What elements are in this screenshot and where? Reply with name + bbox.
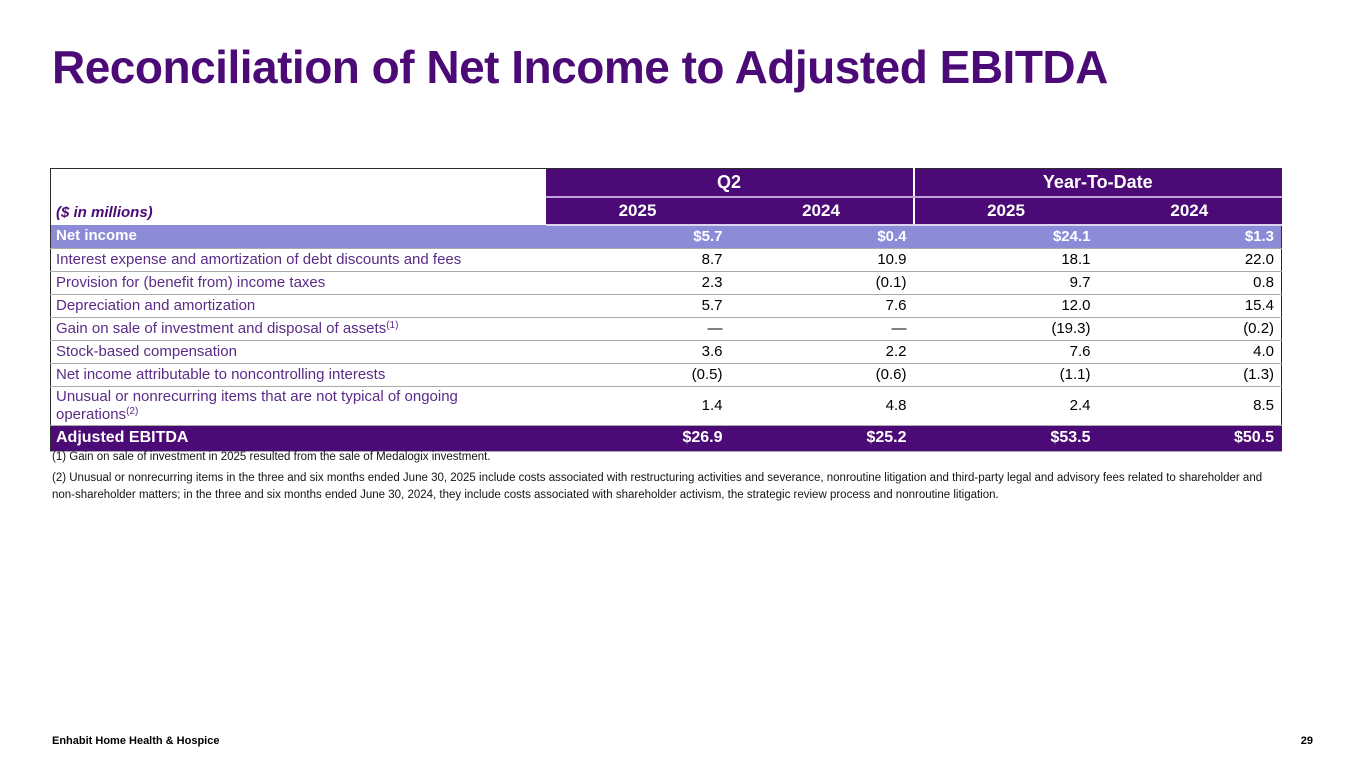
- cell-value: 5.7: [701, 297, 723, 314]
- cell-value: $1.3: [1244, 228, 1275, 246]
- cell-value: (0.2): [1243, 320, 1275, 337]
- slide-footer: [52, 735, 1313, 747]
- cell-value: —: [707, 320, 723, 337]
- row-label: Depreciation and amortization: [56, 296, 256, 314]
- cell-value: 18.1: [1061, 251, 1091, 268]
- cell-value: 1.4: [701, 397, 723, 414]
- cell-value: 2.2: [885, 343, 907, 360]
- table-row: [51, 425, 1282, 451]
- column-header-q2-2024: 2024: [730, 197, 914, 225]
- cell-value: 3.6: [701, 343, 723, 360]
- cell-value: (0.1): [875, 274, 907, 291]
- table-row: [51, 271, 1282, 294]
- cell-value: 0.8: [1253, 274, 1275, 291]
- cell-value: 12.0: [1061, 297, 1091, 314]
- row-label: Gain on sale of investment and disposal of assets$^{(1)}$: [56, 319, 399, 337]
- cell-value: 4.0: [1253, 343, 1275, 360]
- table-row: [51, 317, 1282, 340]
- row-label: Interest expense and amortization of debt discounts and fees: [56, 250, 462, 268]
- column-group-row: [51, 169, 1282, 198]
- cell-value: 8.5: [1253, 397, 1275, 414]
- column-group-year-to-date: Year-To-Date: [914, 169, 1282, 198]
- units-label-cell: [51, 169, 546, 226]
- footnote-1: (1) Gain on sale of investment in 2025 resulted from the sale of Medalogix investment.: [52, 451, 491, 463]
- cell-value: 15.4: [1244, 297, 1275, 314]
- cell-value: 4.8: [885, 397, 907, 414]
- column-group-q2: Q2: [546, 169, 914, 198]
- page-title: Reconciliation of Net Income to Adjusted EBITDA: [52, 41, 1108, 93]
- row-label: Provision for (benefit from) income taxes: [56, 273, 326, 291]
- table-row: [51, 294, 1282, 317]
- row-label: Net income: [56, 227, 137, 245]
- cell-value: (1.3): [1243, 366, 1275, 383]
- cell-value: 2.3: [701, 274, 723, 291]
- column-header-ytd-2024: 2024: [1098, 197, 1282, 225]
- row-label: Net income attributable to noncontrolling interests: [56, 365, 386, 383]
- cell-value: 9.7: [1069, 274, 1091, 291]
- footnote-reference: (2): [126, 405, 139, 417]
- cell-value: (0.5): [691, 366, 723, 383]
- cell-value: $0.4: [877, 228, 907, 246]
- row-label: Stock-based compensation: [56, 342, 237, 360]
- footnotes: [52, 449, 1264, 508]
- cell-value: (1.1): [1059, 366, 1091, 383]
- footer-company: Enhabit Home Health & Hospice: [52, 735, 220, 747]
- row-label: Unusual or nonrecurring items that are not typical of ongoing operations$^{(2)}$: [56, 387, 458, 423]
- cell-value: $5.7: [693, 228, 723, 246]
- table-row: [51, 363, 1282, 386]
- table-row: [51, 248, 1282, 271]
- cell-value: (19.3): [1051, 320, 1091, 337]
- cell-value: 7.6: [885, 297, 907, 314]
- column-header-q2-2025: 2025: [546, 197, 730, 225]
- cell-value: 2.4: [1069, 397, 1091, 414]
- footnote-reference: (1): [386, 319, 399, 331]
- cell-value: 10.9: [877, 251, 907, 268]
- footnote-2: (2) Unusual or nonrecurring items in the three and six months ended June 30, 2025 include costs associated with restructuring activities and severance, nonroutine litigation and third-party legal and advisory fees related to shareholder and non-shareholder matters; in the three and six months ended June 30, 2024, they include costs associated with shareholder activism, the strategic review process and nonroutine litigation.: [52, 472, 1263, 501]
- table-body: [51, 225, 1282, 451]
- cell-value: 22.0: [1244, 251, 1275, 268]
- reconciliation-table: [50, 168, 1282, 452]
- row-label: Adjusted EBITDA: [56, 429, 189, 447]
- cell-value: $53.5: [1050, 429, 1091, 446]
- cell-value: —: [891, 320, 907, 337]
- cell-value: $50.5: [1233, 429, 1275, 446]
- column-header-ytd-2025: 2025: [914, 197, 1098, 225]
- units-label: ($ in millions): [56, 204, 153, 221]
- table-row: [51, 225, 1282, 248]
- cell-value: $24.1: [1052, 228, 1091, 246]
- cell-value: 7.6: [1069, 343, 1091, 360]
- table-row: [51, 386, 1282, 425]
- cell-value: $25.2: [866, 429, 907, 446]
- table-row: [51, 340, 1282, 363]
- footer-page-number: 29: [1300, 735, 1313, 747]
- cell-value: (0.6): [875, 366, 907, 383]
- cell-value: $26.9: [682, 429, 723, 446]
- cell-value: 8.7: [701, 251, 723, 268]
